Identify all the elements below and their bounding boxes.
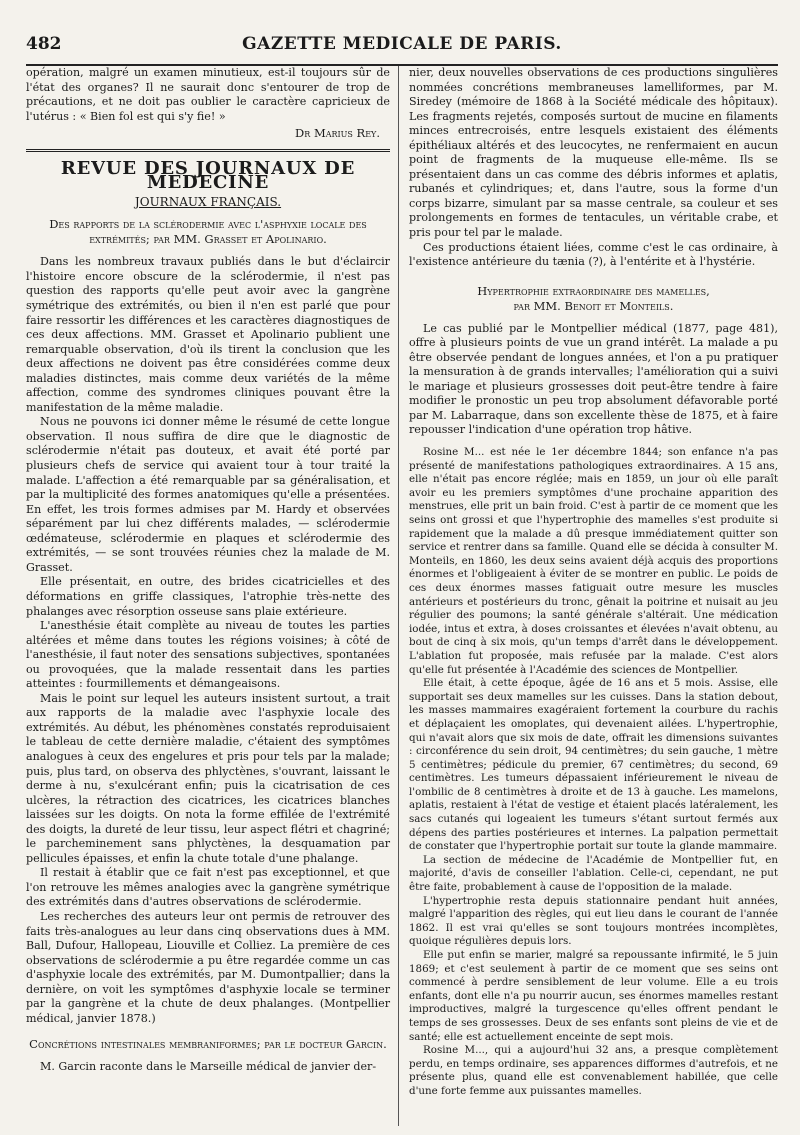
section-subtitle: JOURNAUX FRANÇAIS. [134, 194, 282, 209]
article3-intro: Le cas publié par le Montpellier médical (1877, page 481), offre à plusieurs points de vue un grand intérêt. La malade a pu être observée pendant de longues années, et l'on a pu pratiquer la mensuration à de grands intervalles; l'amélioration qui a suivi le mariage et plusieurs grossesses doit peut-être tendre à faire modifier le pronostic un peu trop absolument défavorable porté par M. Labarraque, dans son excellente thèse de 1875, et à faire repousser l'indication d'une opération trop hâtive. [409, 321, 778, 437]
paragraph: nier, deux nouvelles observations de ces productions singulières nommées concrétions membraneuses lamelliformes, par M. Siredey (mémoire de 1868 à la Société médicale des hôpitaux). Les fragments rejetés, composés surtout de mucine en filaments minces entrecroisés, entre lesquels existaient des éléments épithéliaux altérés et des leucocytes, ne renfermaient en aucun point de fragments de la muqueuse elle-même. Ils se présentaient dans un cas comme des débris informes et aplatis, rubanés et cylindriques; et, dans l'autre, sous la forme d'un corps bizarre, simulant par sa masse centrale, sa couleur et ses prolongements en formes de tentacules, un véritable crabe, et pris pour tel par le malade. [409, 66, 778, 240]
journal-title: GAZETTE MEDICALE DE PARIS. [242, 34, 562, 54]
article1-body [26, 255, 390, 1026]
section-rule [26, 149, 390, 152]
paragraph: L'hypertrophie resta depuis stationnaire pendant huit années, malgré l'apparition des règles, qui eut lieu dans le courant de l'année 1862. Il est vrai qu'elles se sont toujours montrées incomplètes, quoique régulières depuis lors. [409, 894, 778, 948]
paragraph: Rosine M... est née le 1er décembre 1844; son enfance n'a pas présenté de manifestations pathologiques extraordinaires. A 15 ans, elle n'était pas encore réglée; mais en 1859, un jour où elle paraît avoir eu les premiers symptômes d'une prochaine apparition des menstrues, elle prit un bain froid. C'est à partir de ce moment que les seins ont grossi et que l'hypertrophie des mamelles s'est produite si rapidement que la malade a dû presque immédiatement quitter son service et rentrer dans sa famille. Quand elle se décida à consulter M. Monteils, en 1860, les deux seins avaient déjà acquis des proportions énormes et l'obligeaient à éviter de se montrer en public. Le poids de ces deux énormes masses fatiguait outre mesure les muscles antérieurs et postérieurs du tronc, gênait la poitrine et nuisait au jeu régulier des poumons; la santé générale s'altérait. Une médication iodée, intus et extra, à doses croissantes et élevées n'avait obtenu, au bout de cinq à six mois, qu'un temps d'arrêt dans le développement. L'ablation fut proposée, mais refusée par la malade. C'est alors qu'elle fut présentée à l'Académie des sciences de Montpellier. [409, 446, 778, 676]
article2-title: Concrétions intestinales membraniformes; par le docteur Garcin. [29, 1037, 387, 1052]
intro-paragraph: opération, malgré un examen minutieux, est-il toujours sûr de l'état des organes? Il ne saurait donc s'entourer de trop de précautions, et ne doit pas oublier le caractère capricieux de l'utérus : « Bien fol est qui s'y fie! » [26, 66, 390, 123]
paragraph: Elle était, à cette époque, âgée de 16 ans et 5 mois. Assise, elle supportait ses deux mamelles sur les cuisses. Dans la station debout, les masses mammaires exagéraient fortement la courbure du rachis et déplaçaient les omoplates, qui devenaient ailées. L'hypertrophie, qui n'avait alors que six mois de date, offrait les dimensions suivantes : circonférence du sein droit, 94 centimètres; du sein gauche, 1 mètre 5 centimètres; pédicule du premier, 67 centimètres; du second, 69 centimètres. Les tumeurs dépassaient inférieurement le niveau de l'ombilic de 8 centimètres à droite et de 13 à gauche. Les mamelons, aplatis, restaient à l'état de vestige et étaient placés latéralement, les sacs cutanés qui logeaient les tumeurs s'étant surtout fermés aux dépens des parties postérieures et internes. La palpation permettait de constater que l'hypertrophie portait sur toute la glande mammaire. [409, 677, 778, 853]
paragraph: Elle put enfin se marier, malgré sa repoussante infirmité, le 5 juin 1869; et c'est seulement à partir de ce moment que ses seins ont commencé à perdre sensiblement de leur volume. Elle a eu trois enfants, dont elle n'a pu nourrir aucun, ses énormes mamelles restant improductives, malgré la turgescence qu'elles offrent pendant le temps de ses grossesses. Deux de ses enfants sont pleins de vie et de santé; elle est actuellement enceinte de sept mois. [409, 949, 778, 1043]
article3-authors: par MM. Benoit et Monteils. [513, 298, 674, 313]
paragraph: L'anesthésie était complète au niveau de toutes les parties altérées et même dans toutes les régions voisines; à côté de l'anesthésie, il faut noter des sensations subjectives, spontanées ou provoquées, que la malade ressentait dans les parties atteintes : fourmillements et démangeaisons. [26, 619, 390, 691]
paragraph: La section de médecine de l'Académie de Montpellier fut, en majorité, d'avis de conseiller l'ablation. Celle-ci, cependant, ne put être faite, probablement à cause de l'opposition de la malade. [409, 853, 778, 894]
paragraph: Mais le point sur lequel les auteurs insistent surtout, a trait aux rapports de la maladie avec l'asphyxie locale des extrémités. Au début, les phénomènes constatés reproduisaient le tableau de cette dernière maladie, c'étaient des symptômes analogues à ceux des engelures et pris pour tels par la malade; puis, plus tard, on observa des phlyctènes, s'ouvrant, laissant le derme à nu, s'exulcérant enfin; puis la cicatrisation de ces ulcères, la rétraction des cicatrices, les cicatrices blanches laissées sur les doigts. On nota la forme effilée de l'extrémité des doigts, la dureté de leur tissu, leur aspect flétri et chagriné; le parcheminement sans phlyctènes, la desquamation par pellicules épaisses, et enfin la chute totale d'une phalange. [26, 691, 390, 865]
paragraph: Il restait à établir que ce fait n'est pas exceptionnel, et que l'on retrouve les mêmes analogies avec la gangrène symétrique des extrémités dans d'autres observations de sclérodermie. [26, 866, 390, 909]
columns [26, 66, 778, 1126]
paragraph: Dans les nombreux travaux publiés dans le but d'éclaircir l'histoire encore obscure de la sclérodermie, il n'est pas question des rapports qu'elle peut avoir avec la gangrène symétrique des extrémités, ou bien il n'en est parlé que pour faire ressortir les différences et les caractères diagnostiques de ces deux affections. MM. Grasset et Apolinario publient une remarquable observation, d'où ils tirent la conclusion que les deux affections ne doivent pas être considérées comme deux maladies distinctes, mais comme deux variétés de la même affection, comme des syndromes cliniques pouvant être la manifestation de la même maladie. [26, 255, 390, 414]
left-column [26, 66, 398, 1126]
section-title: REVUE DES JOURNAUX DE MEDECINE [60, 157, 356, 194]
paragraph: Ces productions étaient liées, comme c'est le cas ordinaire, à l'existence antérieure du tænia (?), à l'entérite et à l'hystérie. [409, 240, 778, 269]
paragraph: Nous ne pouvons ici donner même le résumé de cette longue observation. Il nous suffira de dire que le diagnostic de sclérodermie n'était pas douteux, et avait été porté par plusieurs chefs de service qui avaient tour à tour traité la malade. L'affection a été remarquable par sa généralisation, et par la multiplicité des formes anatomiques qu'elle a présentées. En effet, les trois formes admises par M. Hardy et observées séparément par lui chez différents malades, — sclérodermie œdémateuse, sclérodermie en plaques et sclérodermie des extrémités, — se sont trouvées réunies chez la malade de M. Grasset. [26, 415, 390, 574]
signature: Dr Marius Rey. [295, 126, 380, 141]
article3-case-report [409, 446, 778, 1099]
continuation-body [409, 66, 778, 270]
article2-start: M. Garcin raconte dans le Marseille médical de janvier der- [40, 1060, 377, 1074]
paragraph: Les recherches des auteurs leur ont permis de retrouver des faits très-analogues au leur dans cinq observations dues à MM. Ball, Dufour, Hallopeau, Liouville et Colliez. La première de ces observations de sclérodermie a pu être regardée comme un cas d'asphyxie locale des extrémités, par M. Dumontpallier; dans la dernière, on voit les symptômes d'asphyxie locale se terminer par la gangrène et la chute de deux phalanges. (Montpellier médical, janvier 1878.) [26, 909, 390, 1025]
paragraph: Elle présentait, en outre, des brides cicatricielles et des déformations en griffe classiques, l'atrophie très-nette des phalanges avec résorption osseuse sans plaie extérieure. [26, 575, 390, 618]
article3-title: Hypertrophie extraordinaire des mamelles, [477, 283, 710, 298]
article1-title: Des rapports de la sclérodermie avec l'asphyxie locale des extrémités; par MM. Grasset et Apolinario. [49, 217, 367, 247]
right-column [398, 66, 778, 1126]
page-header [26, 0, 778, 64]
paragraph: Rosine M..., qui a aujourd'hui 32 ans, a presque complètement perdu, en temps ordinaire, ses apparences difformes d'autrefois, et ne présente plus, quand elle est convenablement habillée, que celle d'une forte femme aux puissantes mamelles. [409, 1044, 778, 1097]
page-number: 482 [26, 34, 62, 54]
